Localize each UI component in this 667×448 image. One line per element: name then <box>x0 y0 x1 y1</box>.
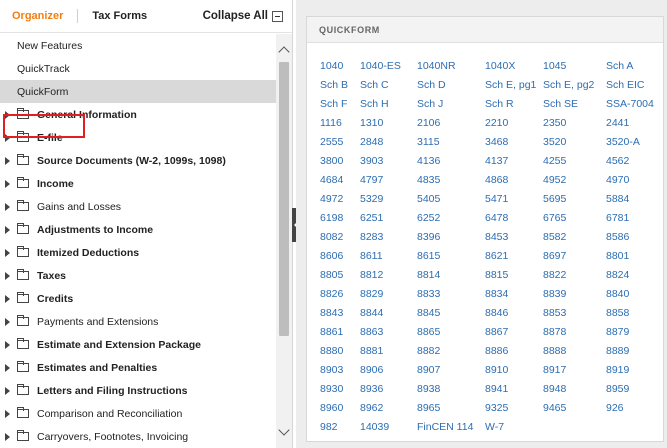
form-link[interactable]: 2441 <box>606 117 630 129</box>
form-link[interactable]: 8833 <box>417 288 441 300</box>
form-link[interactable]: 8840 <box>606 288 630 300</box>
form-link[interactable]: 8815 <box>485 269 509 281</box>
tree-item-label: Carryovers, Footnotes, Invoicing <box>37 430 189 443</box>
form-link[interactable]: 3903 <box>360 155 384 167</box>
collapse-all-label: Collapse All <box>202 10 268 22</box>
expand-arrow-icon[interactable] <box>5 410 10 418</box>
form-link[interactable]: 8283 <box>360 231 384 243</box>
tree-item-label: Payments and Extensions <box>37 315 159 328</box>
expand-arrow-icon[interactable] <box>5 364 10 372</box>
folder-icon <box>17 202 29 211</box>
form-link[interactable]: 8948 <box>543 383 567 395</box>
tree-item-credits[interactable] <box>0 287 276 310</box>
tree-item-gains-and-losses[interactable] <box>0 195 276 218</box>
form-link[interactable]: 3468 <box>485 136 509 148</box>
form-link[interactable]: 8861 <box>320 326 344 338</box>
form-link[interactable]: 6781 <box>606 212 630 224</box>
form-link[interactable]: 8453 <box>485 231 509 243</box>
form-link[interactable]: 8910 <box>485 364 509 376</box>
tree-item-label: Gains and Losses <box>37 200 122 213</box>
form-link[interactable]: Sch F <box>320 98 348 110</box>
form-link[interactable]: 8801 <box>606 250 630 262</box>
form-link[interactable]: 5471 <box>485 193 509 205</box>
form-link[interactable]: 8834 <box>485 288 509 300</box>
form-link[interactable]: 5405 <box>417 193 441 205</box>
tree-item-label: QuickTrack <box>17 62 70 75</box>
form-link[interactable]: 6765 <box>543 212 567 224</box>
form-link[interactable]: 926 <box>606 402 624 414</box>
quickform-card <box>306 16 664 442</box>
form-link[interactable]: 3800 <box>320 155 344 167</box>
form-link[interactable]: 5329 <box>360 193 384 205</box>
form-link[interactable]: Sch E, pg2 <box>543 79 595 91</box>
form-link[interactable]: 9325 <box>485 402 509 414</box>
form-link[interactable]: 8882 <box>417 345 441 357</box>
form-link[interactable]: 8886 <box>485 345 509 357</box>
tree-item-comparison-and-reconciliation[interactable] <box>0 402 276 425</box>
form-link[interactable]: 5695 <box>543 193 567 205</box>
tree-item-label: New Features <box>17 39 83 52</box>
expand-arrow-icon[interactable] <box>5 226 10 234</box>
form-link[interactable]: 6478 <box>485 212 509 224</box>
organizer-tree <box>0 34 276 448</box>
tab-divider <box>77 9 78 23</box>
tree-item-source-documents[interactable] <box>0 149 276 172</box>
tree-item-itemized-deductions[interactable] <box>0 241 276 264</box>
form-link[interactable]: 1040NR <box>417 60 456 72</box>
folder-icon <box>17 409 29 418</box>
form-link[interactable]: 8822 <box>543 269 567 281</box>
form-link[interactable]: 5884 <box>606 193 630 205</box>
folder-icon <box>17 340 29 349</box>
form-link[interactable]: Sch H <box>360 98 389 110</box>
form-link[interactable]: 4136 <box>417 155 441 167</box>
form-link[interactable]: 4868 <box>485 174 509 186</box>
form-link[interactable]: 6252 <box>417 212 441 224</box>
folder-icon <box>17 156 29 165</box>
expand-arrow-icon[interactable] <box>5 387 10 395</box>
form-link[interactable]: 14039 <box>360 421 390 433</box>
form-link[interactable]: Sch EIC <box>606 79 645 91</box>
form-link[interactable]: FinCEN 114 <box>417 421 474 433</box>
form-link[interactable]: 8606 <box>320 250 344 262</box>
expand-arrow-icon[interactable] <box>5 157 10 165</box>
expand-arrow-icon[interactable] <box>5 318 10 326</box>
folder-icon <box>17 271 29 280</box>
expand-arrow-icon[interactable] <box>5 249 10 257</box>
tree-item-label: Taxes <box>37 269 66 282</box>
form-link[interactable]: 8853 <box>543 307 567 319</box>
tree-item-letters-and-filing-instructions[interactable] <box>0 379 276 402</box>
form-link[interactable]: 1116 <box>320 117 342 129</box>
tree-item-estimate-and-extension-package[interactable] <box>0 333 276 356</box>
tab-organizer[interactable]: Organizer <box>12 10 64 22</box>
tree-item-payments-and-extensions[interactable] <box>0 310 276 333</box>
form-link[interactable]: 8938 <box>417 383 441 395</box>
form-link[interactable]: 8845 <box>417 307 441 319</box>
tree-item-label: Letters and Filing Instructions <box>37 384 188 397</box>
form-link[interactable]: Sch R <box>485 98 514 110</box>
form-link[interactable]: 2106 <box>417 117 441 129</box>
tree-item-new-features[interactable] <box>0 34 276 57</box>
scroll-down-icon[interactable] <box>278 424 289 435</box>
form-link[interactable]: 2210 <box>485 117 509 129</box>
tree-item-label: Income <box>37 177 74 190</box>
folder-icon <box>17 363 29 372</box>
form-link[interactable]: 8396 <box>417 231 441 243</box>
form-link[interactable]: 8858 <box>606 307 630 319</box>
tree-item-label: Estimate and Extension Package <box>37 338 201 351</box>
form-link[interactable]: 8697 <box>543 250 567 262</box>
form-link[interactable]: 8906 <box>360 364 384 376</box>
form-link[interactable]: 8930 <box>320 383 344 395</box>
folder-icon <box>17 225 29 234</box>
form-link[interactable]: 1310 <box>360 117 384 129</box>
form-link[interactable]: 8888 <box>543 345 567 357</box>
folder-icon <box>17 294 29 303</box>
form-link[interactable]: SSA-7004 <box>606 98 654 110</box>
form-link[interactable]: 6198 <box>320 212 344 224</box>
tree-item-quicktrack[interactable] <box>0 57 276 80</box>
form-link[interactable]: 4137 <box>485 155 509 167</box>
form-link[interactable]: 8960 <box>320 402 344 414</box>
form-link[interactable]: 4972 <box>320 193 344 205</box>
folder-icon <box>17 317 29 326</box>
form-link[interactable]: 4835 <box>417 174 441 186</box>
form-link[interactable]: 8965 <box>417 402 441 414</box>
expand-arrow-icon[interactable] <box>5 272 10 280</box>
form-link[interactable]: 8878 <box>543 326 567 338</box>
form-link[interactable]: 8839 <box>543 288 567 300</box>
form-link[interactable]: 8586 <box>606 231 630 243</box>
form-link[interactable]: 8959 <box>606 383 630 395</box>
tree-item-income[interactable] <box>0 172 276 195</box>
form-link[interactable]: 8907 <box>417 364 441 376</box>
form-link[interactable]: 8846 <box>485 307 509 319</box>
tree-item-adjustments-to-income[interactable] <box>0 218 276 241</box>
tree-item-carryovers[interactable] <box>0 425 276 448</box>
form-link[interactable]: 2350 <box>543 117 567 129</box>
form-link[interactable]: 6251 <box>360 212 384 224</box>
form-link[interactable]: 8941 <box>485 383 509 395</box>
form-link[interactable]: 8621 <box>485 250 509 262</box>
expand-arrow-icon[interactable] <box>5 180 10 188</box>
form-link[interactable]: 8843 <box>320 307 344 319</box>
form-link[interactable]: 8582 <box>543 231 567 243</box>
tree-item-label: QuickForm <box>17 85 69 98</box>
form-link[interactable]: 8889 <box>606 345 630 357</box>
form-link[interactable]: 2555 <box>320 136 344 148</box>
form-link[interactable]: 8805 <box>320 269 344 281</box>
expand-arrow-icon[interactable] <box>5 203 10 211</box>
folder-icon <box>17 432 29 441</box>
quickform-grid <box>320 57 660 437</box>
form-link[interactable]: Sch A <box>606 60 634 72</box>
tree-item-label: Comparison and Reconciliation <box>37 407 183 420</box>
form-link[interactable]: 8814 <box>417 269 441 281</box>
form-link[interactable]: 982 <box>320 421 338 433</box>
collapse-all-button[interactable] <box>203 10 283 22</box>
tree-item-label: General Information <box>37 108 137 121</box>
form-link[interactable]: 9465 <box>543 402 567 414</box>
expand-arrow-icon[interactable] <box>5 433 10 441</box>
form-link[interactable]: 4255 <box>543 155 567 167</box>
form-link[interactable]: 8611 <box>360 250 383 262</box>
form-link[interactable]: 8962 <box>360 402 384 414</box>
form-link[interactable]: 4952 <box>543 174 567 186</box>
folder-icon <box>17 248 29 257</box>
tree-item-label: Adjustments to Income <box>37 223 154 236</box>
form-link[interactable]: 1040X <box>485 60 516 72</box>
form-link[interactable]: Sch B <box>320 79 349 91</box>
folder-icon <box>17 386 29 395</box>
form-link[interactable]: 8881 <box>360 345 384 357</box>
form-link[interactable]: Sch J <box>417 98 444 110</box>
expand-arrow-icon[interactable] <box>5 295 10 303</box>
scroll-up-icon[interactable] <box>278 46 289 57</box>
form-link[interactable]: 8824 <box>606 269 630 281</box>
form-link[interactable]: 4797 <box>360 174 384 186</box>
form-link[interactable]: Sch E, pg1 <box>485 79 537 91</box>
form-link[interactable]: 8865 <box>417 326 441 338</box>
tab-tax-forms[interactable]: Tax Forms <box>92 10 148 22</box>
form-link[interactable]: 8867 <box>485 326 509 338</box>
scroll-thumb[interactable] <box>279 62 289 336</box>
folder-icon <box>17 179 29 188</box>
tree-item-label: Estimates and Penalties <box>37 361 158 374</box>
form-link[interactable]: W-7 <box>485 421 505 433</box>
quickform-panel <box>296 0 667 448</box>
form-link[interactable]: 8844 <box>360 307 384 319</box>
form-link[interactable]: 8812 <box>360 269 384 281</box>
form-link[interactable]: 8880 <box>320 345 344 357</box>
tree-item-label: Itemized Deductions <box>37 246 140 259</box>
form-link[interactable]: 4970 <box>606 174 630 186</box>
tree-item-label: E-file <box>37 131 63 144</box>
collapse-icon <box>272 11 283 22</box>
tree-item-label: Source Documents (W-2, 1099s, 1098) <box>37 154 226 167</box>
form-link[interactable]: 8082 <box>320 231 344 243</box>
form-link[interactable]: 8829 <box>360 288 384 300</box>
expand-arrow-icon[interactable] <box>5 341 10 349</box>
form-link[interactable]: 3115 <box>417 136 440 148</box>
tree-scrollbar[interactable] <box>276 34 292 448</box>
quickform-title: QUICKFORM <box>307 17 663 43</box>
form-link[interactable]: 4562 <box>606 155 630 167</box>
quickform-highlight-box <box>3 114 85 138</box>
tree-item-estimates-and-penalties[interactable] <box>0 356 276 379</box>
form-link[interactable]: 1045 <box>543 60 567 72</box>
form-link[interactable]: 8879 <box>606 326 630 338</box>
form-link[interactable]: 8903 <box>320 364 344 376</box>
form-link[interactable]: 2848 <box>360 136 384 148</box>
form-link[interactable]: 1040 <box>320 60 344 72</box>
form-link[interactable]: 1040-ES <box>360 60 401 72</box>
form-link[interactable]: 4684 <box>320 174 344 186</box>
form-link[interactable]: 8826 <box>320 288 344 300</box>
form-link[interactable]: Sch SE <box>543 98 579 110</box>
form-link[interactable]: 8919 <box>606 364 630 376</box>
form-link[interactable]: 3520 <box>543 136 567 148</box>
tree-item-label: Credits <box>37 292 74 305</box>
form-link[interactable]: 8917 <box>543 364 567 376</box>
tree-item-taxes[interactable] <box>0 264 276 287</box>
form-link[interactable]: 8863 <box>360 326 384 338</box>
form-link[interactable]: 8936 <box>360 383 384 395</box>
form-link[interactable]: Sch C <box>360 79 389 91</box>
form-link[interactable]: 3520-A <box>606 136 640 148</box>
organizer-panel <box>0 0 293 448</box>
form-link[interactable]: 8615 <box>417 250 441 262</box>
form-link[interactable]: Sch D <box>417 79 446 91</box>
tree-item-quickform[interactable] <box>0 80 276 103</box>
